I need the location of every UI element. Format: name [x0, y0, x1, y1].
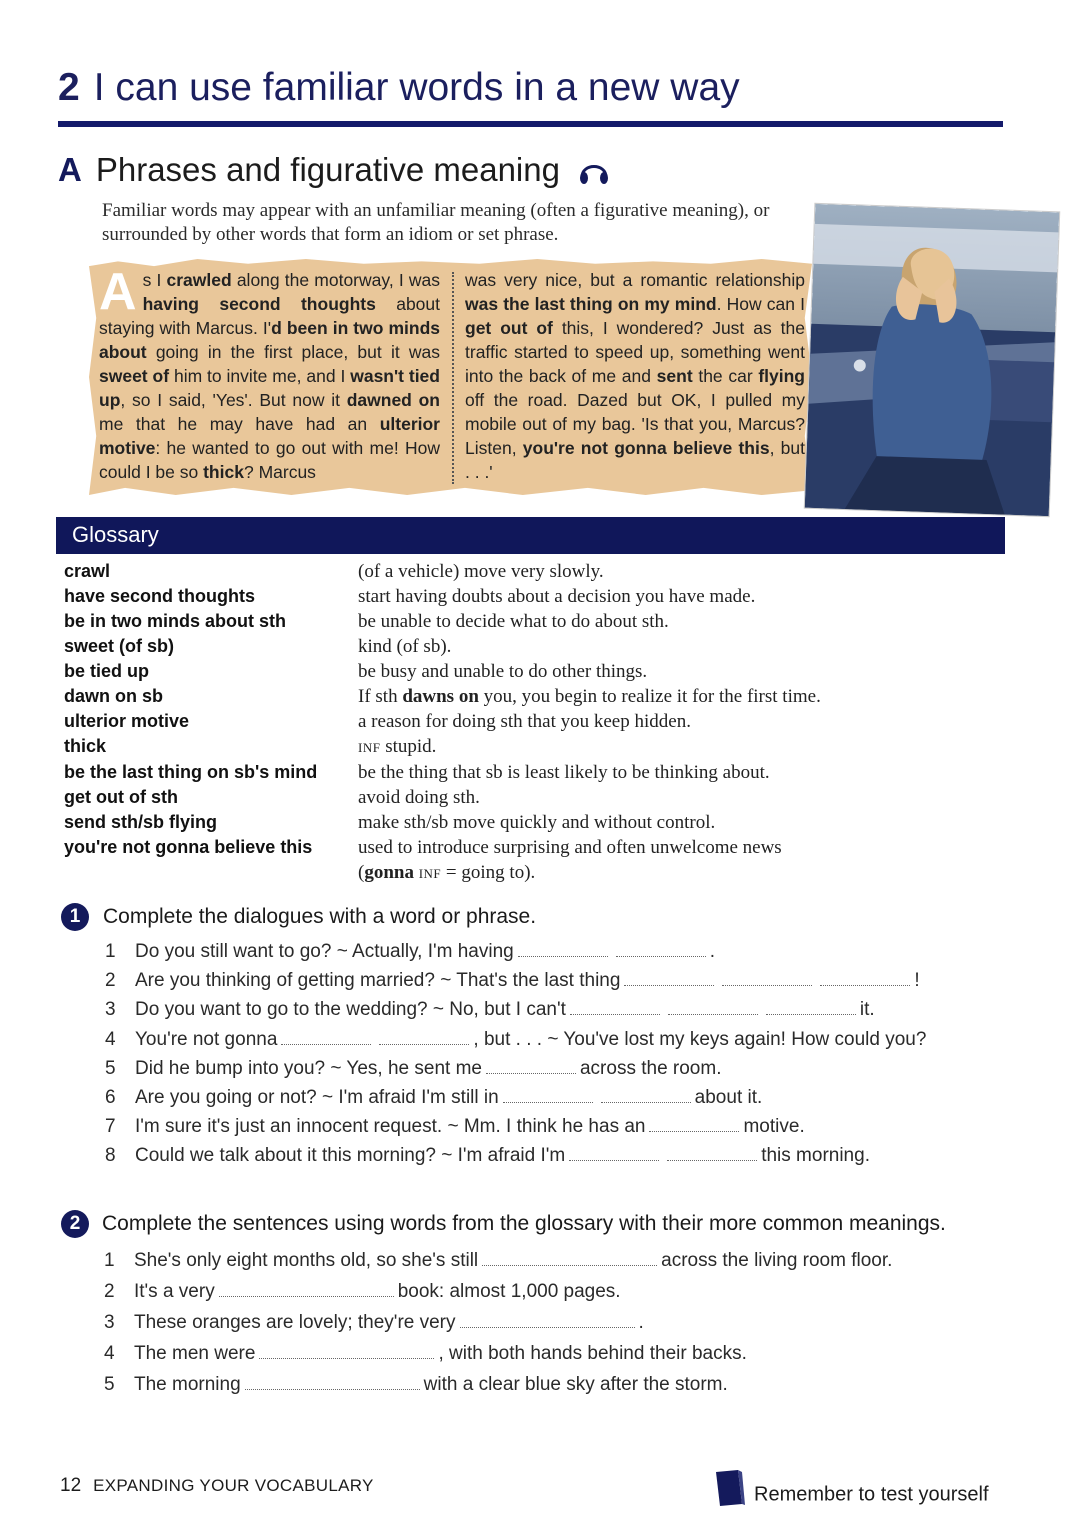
exercise-1-title: Complete the dialogues with a word or phrase.	[103, 905, 537, 928]
item-continuation: .	[638, 1312, 644, 1333]
glossary-row	[64, 709, 964, 734]
item-prompt: I'm sure it's just an innocent request. ~ Mm. I think he has an	[135, 1116, 646, 1138]
item-prompt: Do you still want to go? ~ Actually, I'm having	[135, 941, 514, 962]
glossary-row	[64, 634, 964, 659]
item-number: 3	[105, 999, 116, 1021]
item-number: 7	[105, 1116, 116, 1138]
item-prompt: It's a very	[134, 1281, 215, 1302]
story-left-text: s I crawled along the motorway, I was having second thoughts about staying with Marcus. I'd been in two minds about going in the first place, but it was sweet of him to invite me, and I wasn't tied up, so I said, 'Yes'. But now it dawned on me that he may have had an ulterior motive: he wanted to go out with me! How could I be so thick? Marcus	[99, 270, 440, 482]
book-icon	[712, 1468, 746, 1522]
glossary-term: ulterior motive	[64, 711, 190, 731]
item-continuation: motive.	[743, 1116, 805, 1138]
glossary-definition: avoid doing sth.	[358, 787, 480, 808]
headphones-icon[interactable]	[577, 152, 611, 196]
glossary-definition: kind (of sb).	[358, 636, 452, 657]
glossary-header-bar	[56, 517, 1005, 554]
answer-blank[interactable]	[820, 984, 910, 986]
story-dropcap: A	[99, 263, 137, 321]
exercise2-item	[104, 1374, 728, 1396]
item-number: 1	[104, 1250, 115, 1271]
section-intro: Familiar words may appear with an unfamiliar meaning (often a figurative meaning), or surrounded by other words that form an idiom or set phrase.	[102, 200, 770, 245]
exercise1-item	[105, 999, 875, 1021]
item-prompt: Could we talk about it this morning? ~ I'm afraid I'm	[135, 1145, 566, 1167]
answer-blank[interactable]	[570, 1013, 660, 1015]
glossary-definition: be the thing that sb is least likely to be thinking about.	[358, 762, 770, 783]
section-letter: A	[58, 151, 82, 188]
glossary-term: you're not gonna believe this	[64, 837, 313, 857]
item-continuation: with a clear blue sky after the storm.	[423, 1374, 728, 1395]
page-number: 12	[60, 1475, 82, 1496]
story-divider	[452, 272, 454, 484]
footer-section: EXPANDING YOUR VOCABULARY	[93, 1476, 374, 1495]
item-continuation: about it.	[694, 1087, 763, 1108]
answer-blank[interactable]	[616, 955, 706, 957]
remember-text: Remember to test yourself	[754, 1483, 989, 1506]
answer-blank[interactable]	[259, 1357, 434, 1359]
item-prompt: These oranges are lovely; they're very	[134, 1312, 456, 1333]
answer-blank[interactable]	[245, 1388, 420, 1390]
glossary-definition: (of a vehicle) move very slowly.	[358, 561, 604, 582]
item-continuation: across the living room floor.	[661, 1250, 893, 1271]
answer-blank[interactable]	[503, 1101, 593, 1103]
exercise-2-title: Complete the sentences using words from the glossary with their more common meanings.	[102, 1212, 946, 1235]
glossary-term: be in two minds about sth	[64, 611, 286, 631]
answer-blank[interactable]	[486, 1072, 576, 1074]
answer-blank[interactable]	[624, 984, 714, 986]
item-continuation: , but . . . ~ You've lost my keys again! How could you?	[473, 1028, 927, 1050]
exercise1-item	[105, 970, 920, 992]
glossary-row	[64, 734, 964, 760]
item-number: 2	[105, 970, 116, 992]
item-prompt: Are you going or not? ~ I'm afraid I'm still in	[135, 1087, 499, 1108]
glossary-definition: a reason for doing sth that you keep hidden.	[358, 711, 691, 732]
item-number: 5	[104, 1374, 115, 1395]
item-continuation: this morning.	[761, 1145, 870, 1167]
unit-heading	[58, 64, 740, 112]
answer-blank[interactable]	[219, 1295, 394, 1297]
item-continuation: !	[914, 970, 920, 992]
unit-title: I can use familiar words in a new way	[93, 66, 740, 109]
answer-blank[interactable]	[281, 1043, 371, 1045]
exercise1-item	[105, 1058, 721, 1080]
item-continuation: .	[709, 941, 716, 962]
exercise-2-number: 2	[61, 1210, 89, 1238]
story-right-column: was very nice, but a romantic relationship was the last thing on my mind. How can I get out of this, I wondered? Just as the traffic started to speed up, something went into the back of me and sent the car flying off the road. Dazed but OK, I pulled my mobile out of my bag. 'Is that you, Marcus? Listen, you're not gonna believe this, but . . .'	[465, 270, 805, 482]
glossary-row	[64, 659, 964, 684]
glossary-definition: start having doubts about a decision you have made.	[358, 586, 756, 607]
answer-blank[interactable]	[518, 955, 608, 957]
item-prompt: Did he bump into you? ~ Yes, he sent me	[135, 1057, 482, 1079]
item-continuation: book: almost 1,000 pages.	[397, 1281, 621, 1302]
item-prompt: Are you thinking of getting married? ~ That's the last thing	[135, 970, 621, 992]
exercise2-item	[104, 1343, 747, 1365]
item-continuation: it.	[859, 999, 875, 1021]
story-left-column	[99, 263, 440, 484]
answer-blank[interactable]	[649, 1130, 739, 1132]
exercise1-item	[105, 1029, 926, 1051]
item-number: 2	[104, 1281, 115, 1302]
glossary-row	[64, 810, 964, 835]
item-prompt: Do you want to go to the wedding? ~ No, but I can't	[135, 999, 566, 1021]
answer-blank[interactable]	[379, 1043, 469, 1045]
item-prompt: The men were	[134, 1343, 256, 1364]
answer-blank[interactable]	[482, 1264, 657, 1266]
exercise1-item	[105, 1145, 870, 1167]
item-number: 6	[105, 1087, 116, 1108]
section-heading	[58, 148, 611, 196]
exercise2-item	[104, 1312, 644, 1334]
item-continuation: , with both hands behind their backs.	[438, 1343, 747, 1364]
exercise1-item	[105, 1087, 762, 1109]
glossary-definition: INF stupid.	[358, 736, 437, 757]
item-prompt: She's only eight months old, so she's still	[134, 1250, 479, 1271]
glossary-row	[64, 684, 964, 709]
glossary-term: crawl	[64, 561, 111, 581]
unit-rule	[58, 121, 1003, 127]
exercise1-item	[105, 941, 715, 963]
answer-blank[interactable]	[460, 1326, 635, 1328]
unit-number: 2	[58, 66, 80, 109]
exercise-1-number: 1	[61, 903, 89, 931]
glossary-title: Glossary	[72, 522, 159, 547]
answer-blank[interactable]	[601, 1101, 691, 1103]
item-number: 4	[105, 1028, 116, 1050]
item-number: 1	[105, 941, 116, 962]
answer-blank[interactable]	[668, 1013, 758, 1015]
answer-blank[interactable]	[667, 1159, 757, 1161]
item-prompt: You're not gonna	[135, 1028, 278, 1050]
glossary-row	[64, 584, 964, 609]
glossary-term: dawn on sb	[64, 686, 163, 706]
glossary-row	[64, 785, 964, 810]
answer-blank[interactable]	[569, 1159, 659, 1161]
item-continuation: across the room.	[579, 1057, 722, 1079]
glossary-term: thick	[64, 736, 107, 756]
glossary-term: be tied up	[64, 661, 149, 681]
glossary-definition: make sth/sb move quickly and without control.	[358, 812, 716, 833]
answer-blank[interactable]	[766, 1013, 856, 1015]
footer-left	[60, 1473, 374, 1499]
item-number: 4	[104, 1343, 115, 1364]
glossary-definition: be busy and unable to do other things.	[358, 661, 648, 682]
exercise2-item	[104, 1281, 621, 1303]
item-number: 5	[105, 1057, 116, 1079]
glossary-term: sweet (of sb)	[64, 636, 175, 656]
exercise2-item	[104, 1250, 892, 1272]
glossary-row	[64, 609, 964, 634]
footer-right	[712, 1468, 989, 1522]
glossary-definition: used to introduce surprising and often unwelcome news (gonna INF = going to).	[358, 837, 782, 883]
woman-in-car-photo	[805, 204, 1059, 516]
section-title: Phrases and figurative meaning	[95, 151, 560, 188]
item-number: 3	[104, 1312, 115, 1333]
glossary-row	[64, 559, 964, 584]
glossary-term: send sth/sb flying	[64, 812, 218, 832]
glossary-term: get out of sth	[64, 787, 178, 807]
glossary-definition: be unable to decide what to do about sth.	[358, 611, 669, 632]
exercise1-item	[105, 1116, 805, 1138]
item-prompt: The morning	[134, 1374, 241, 1395]
glossary-definition: If sth dawns on you, you begin to realize it for the first time.	[358, 686, 821, 707]
item-number: 8	[105, 1145, 116, 1167]
answer-blank[interactable]	[722, 984, 812, 986]
glossary-row	[64, 835, 964, 886]
glossary-term: have second thoughts	[64, 586, 256, 606]
glossary-list	[64, 559, 964, 886]
glossary-term: be the last thing on sb's mind	[64, 762, 318, 782]
glossary-row	[64, 760, 964, 785]
